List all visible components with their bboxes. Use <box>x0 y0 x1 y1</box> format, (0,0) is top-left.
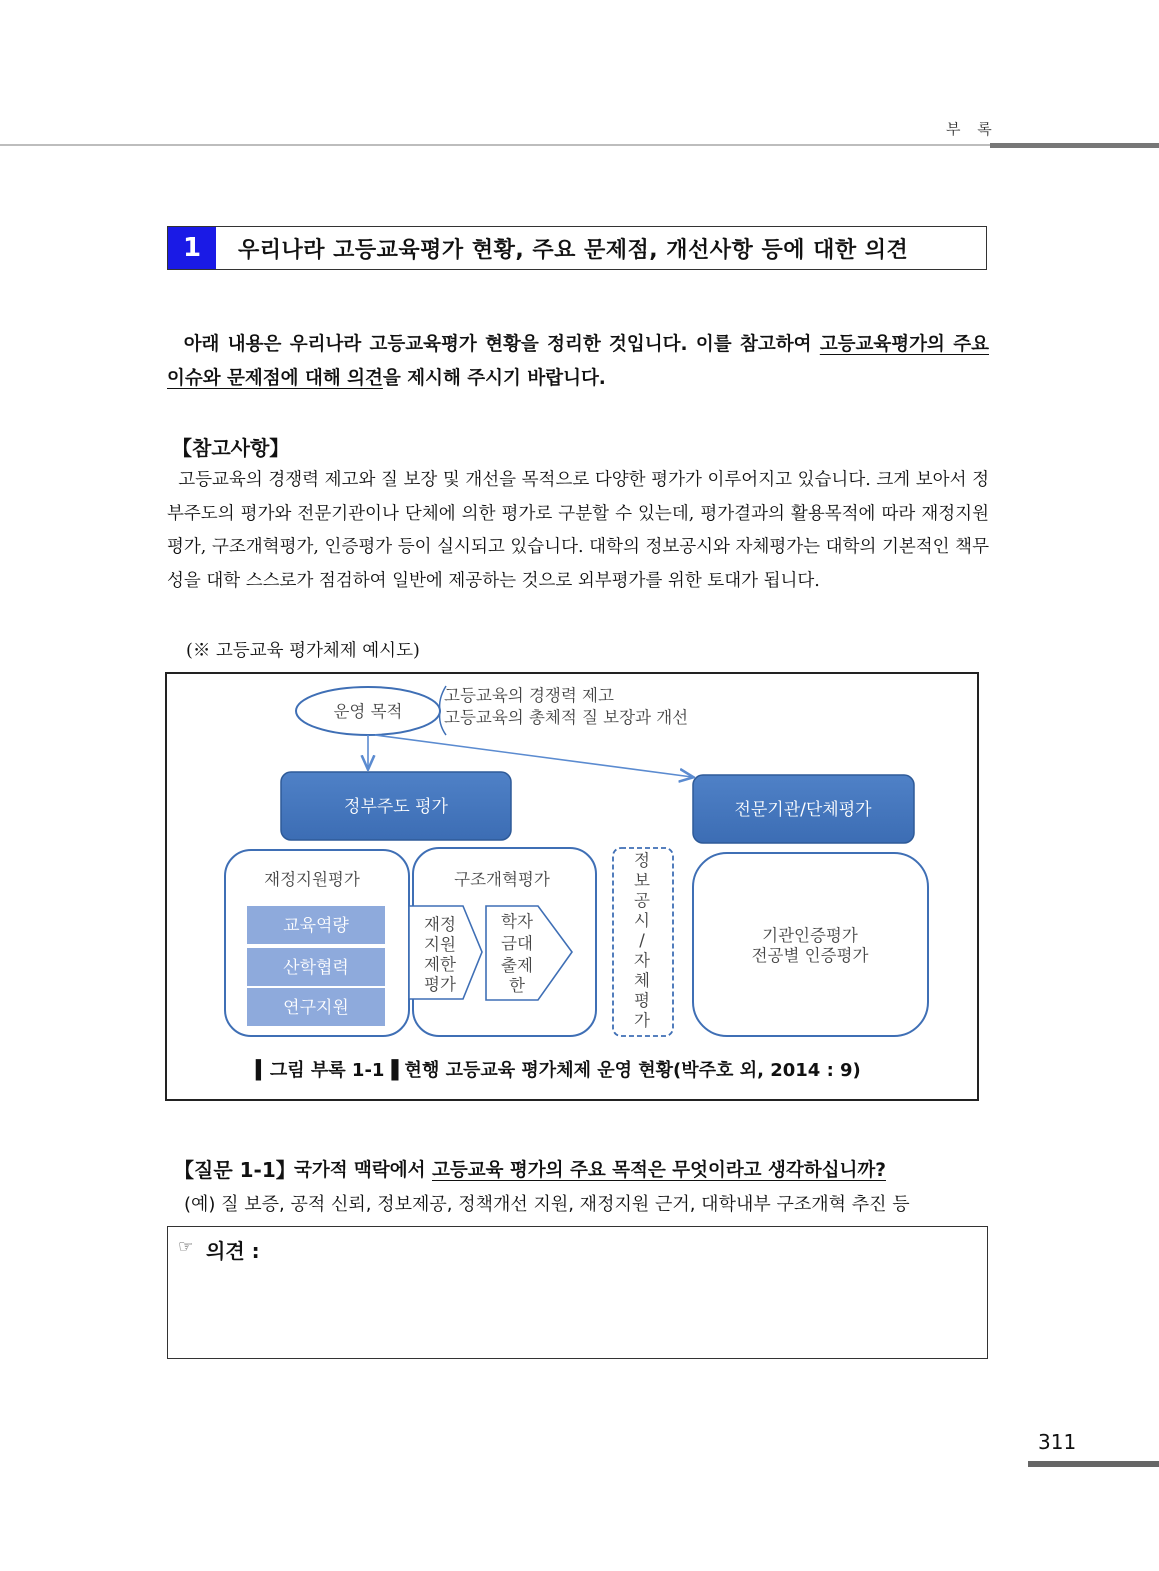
restructuring-step-1-text: 제한 <box>424 955 456 974</box>
disclosure-char: 가 <box>634 1011 650 1030</box>
figure-note: (※ 고등교육 평가체제 예시도) <box>186 641 420 661</box>
opinion-answer-box[interactable] <box>167 1226 988 1359</box>
accreditation-line-1: 기관인증평가 <box>762 926 858 945</box>
disclosure-char: 자 <box>634 951 650 970</box>
disclosure-char: 공 <box>634 891 650 910</box>
arrow-to-expert <box>375 735 692 777</box>
disclosure-char: 시 <box>634 911 650 930</box>
disclosure-char: 평 <box>634 991 650 1010</box>
reference-title: 【참고사항】 <box>172 436 290 460</box>
finance-item-label: 교육역량 <box>283 916 349 936</box>
disclosure-char: / <box>639 931 645 950</box>
question-example: (예) 질 보증, 공적 신뢰, 정보제공, 정책개선 지원, 재정지원 근거, 대학내부 구조개혁 추진 등 <box>184 1194 910 1215</box>
purpose-label: 운영 목적 <box>333 702 403 721</box>
question-label: 【질문 1-1】 <box>174 1158 296 1182</box>
restructuring-title: 구조개혁평가 <box>454 870 550 889</box>
reference-text: 고등교육의 경쟁력 제고와 질 보장 및 개선을 목적으로 다양한 평가가 이루어지고 있습니다. 크게 보아서 정부주도의 평가와 전문기관이나 단체에 의한 평가로 구분할 수 있는데, 평가결과의 활용목적에 따라 재정지원평가, 구조개혁평가, 인증평가 등이 실시되고 있습니다. 대학의 정보공시와 자체평가는 대학의 기본적인 책무성을 대학 스스로가 점검하여 일반에 제공하는 것으로 외부평가를 위한 토대가 됩니다. <box>167 470 989 591</box>
intro-text-start: 아래 내용은 우리나라 고등교육평가 현황을 정리한 것입니다. 이를 참고하여 <box>183 334 820 355</box>
disclosure-char: 정 <box>634 851 650 870</box>
intro-underlined-text: 고등교육평가의 주요 이슈와 문제점에 대해 의견 <box>167 334 989 389</box>
section-number: 1 <box>168 227 216 269</box>
restructuring-step-2-text: 한 <box>509 976 525 995</box>
opinion-label: 의견 : <box>206 1239 260 1263</box>
expert-agency-label: 전문기관/단체평가 <box>734 800 872 820</box>
figure-caption: ▍그림 부록 1-1▐ 현행 고등교육 평가체제 운영 현황(박주호 외, 2014 : 9) <box>256 1060 861 1081</box>
restructuring-step-2-text: 학자 <box>501 912 533 931</box>
question-text <box>294 1156 886 1182</box>
disclosure-char: 보 <box>634 871 650 890</box>
purpose-line-2: 고등교육의 총체적 질 보장과 개선 <box>444 708 689 727</box>
government-led-label: 정부주도 평가 <box>344 797 448 817</box>
question-underlined: 고등교육 평가의 주요 목적은 무엇이라고 생각하십니까? <box>431 1160 886 1181</box>
intro-text-end: 을 제시해 주시기 바랍니다. <box>382 368 606 389</box>
footer-rule <box>1028 1461 1159 1467</box>
question-prefix: 국가적 맥락에서 <box>294 1160 432 1181</box>
page-number: 311 <box>1038 1430 1077 1454</box>
section-title: 우리나라 고등교육평가 현황, 주요 문제점, 개선사항 등에 대한 의견 <box>238 237 909 263</box>
pointing-hand-icon: ☞ <box>178 1237 194 1257</box>
restructuring-step-1-text: 지원 <box>424 935 456 954</box>
running-header: 부 록 <box>946 120 998 138</box>
restructuring-step-2-text: 출제 <box>501 956 533 975</box>
disclosure-char: 체 <box>634 971 650 990</box>
accreditation-line-2: 전공별 인증평가 <box>751 946 869 965</box>
purpose-line-1: 고등교육의 경쟁력 제고 <box>444 686 614 705</box>
restructuring-step-1-text: 평가 <box>424 975 456 994</box>
finance-item-label: 연구지원 <box>283 998 349 1018</box>
restructuring-step-2-text: 금대 <box>501 934 533 953</box>
finance-support-title: 재정지원평가 <box>264 870 360 889</box>
restructuring-step-1-text: 재정 <box>424 915 456 934</box>
finance-item-label: 산학협력 <box>283 958 349 978</box>
